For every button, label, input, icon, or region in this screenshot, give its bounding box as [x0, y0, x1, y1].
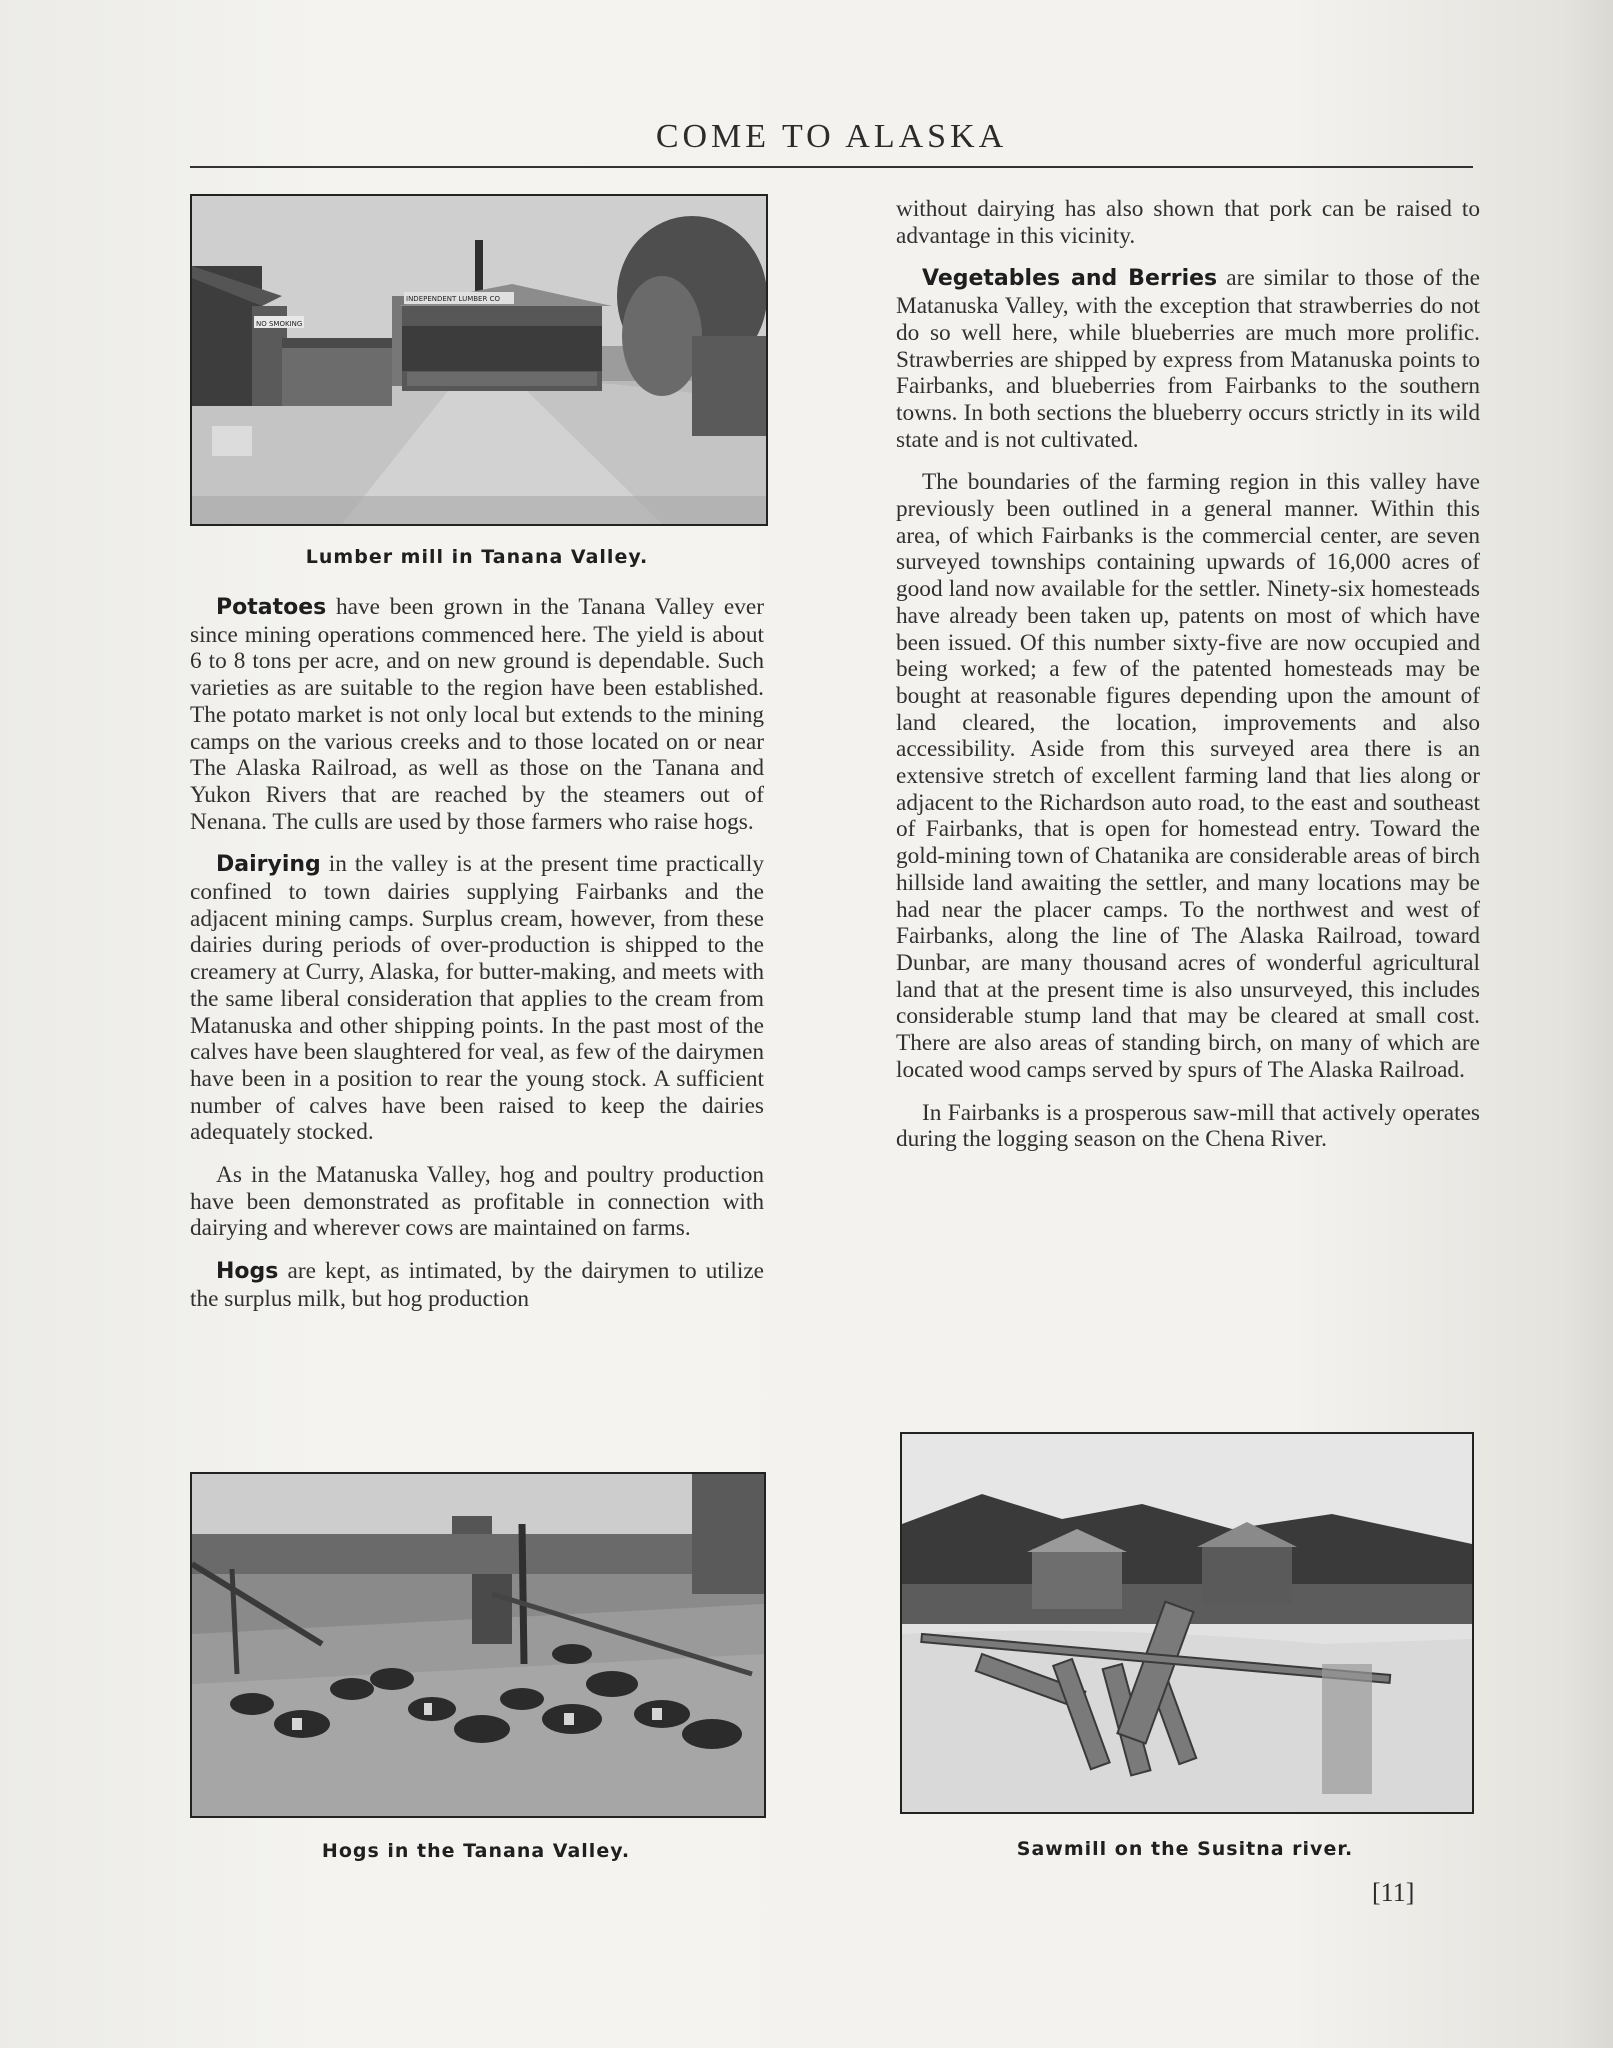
matanuska-paragraph: As in the Matanuska Valley, hog and poultry production have been demonstrated as profitable in connection with dairying and wherever cows are maintained on farms. [190, 1162, 764, 1242]
vegetables-paragraph [896, 265, 1480, 453]
page-number: [11] [1372, 1878, 1415, 1907]
hogs-paragraph [190, 1258, 764, 1312]
hogs-heading: Hogs [216, 1259, 279, 1285]
left-column-text [190, 594, 764, 1313]
potatoes-heading: Potatoes [216, 595, 327, 620]
dairying-paragraph [190, 851, 764, 1146]
header-rule [190, 166, 1473, 168]
sawmill-photo [900, 1432, 1474, 1814]
vegetables-heading: Vegetables and Berries [922, 266, 1218, 292]
lumber-company-sign: INDEPENDENT LUMBER CO [406, 295, 500, 303]
hogs-photo [190, 1472, 766, 1818]
lumber-mill-photo [190, 194, 768, 526]
hogs-caption: Hogs in the Tanana Valley. [321, 1840, 631, 1862]
vegetables-text: are similar to those of the Matanuska Valley, with the exception that strawberries do not do so well here, while blueberries are much more prolific. Strawberries are shipped by express from Matanuska points to Fairbanks, and blueberries from Fairbanks to the southern towns. In both sections the blueberry occurs strictly in its wild state and is not cultivated. [896, 265, 1480, 453]
fairbanks-paragraph: In Fairbanks is a prosperous saw-mill that actively operates during the logging season on the Chena River. [896, 1099, 1480, 1153]
boundaries-paragraph: The boundaries of the farming region in this valley have previously been outlined in a general manner. Within this area, of which Fairbanks is the commercial center, are seven surveyed townships containing upwards of 16,000 acres of good land now available for the settler. Ninety-six homesteads have already been taken up, patents on most of which have been issued. Of this number sixty-five are now occupied and being worked; a few of the patented homesteads may be bought at reasonable figures depending upon the amount of land cleared, the location, improvements and also accessibility. Aside from this surveyed area there is an extensive stretch of excellent farming land that lies along or adjacent to the Richardson auto road, to the east and southeast of Fairbanks, that is open for homestead entry. Toward the gold-mining town of Chatanika are considerable areas of birch hillside land awaiting the settler, and many locations may be had near the placer camps. To the northwest and west of Fairbanks, along the line of The Alaska Railroad, toward Dunbar, are many thousand acres of wonderful agricultural land that at the present time is also unsurveyed, this includes considerable stump land that may be cleared at small cost. There are also areas of standing birch, on many of which are located wood camps served by spurs of The Alaska Railroad. [896, 469, 1480, 1083]
dairying-text: in the valley is at the present time practically confined to town dairies supplying Fairbanks and the adjacent mining camps. Surplus cream, however, from these dairies during periods of over-production is shipped to the creamery at Curry, Alaska, for butter-making, and meets with the same liberal consideration that applies to the cream from Matanuska and other shipping points. In the past most of the calves have been slaughtered for veal, as few of the dairymen have been in a position to rear the young stock. A sufficient number of calves have been raised to keep the dairies adequately stocked. [190, 851, 765, 1146]
continuation-paragraph: without dairying has also shown that pork can be raised to advantage in this vicinity. [896, 196, 1480, 249]
lumber-mill-caption: Lumber mill in Tanana Valley. [305, 546, 649, 568]
potatoes-text: have been grown in the Tanana Valley ever since mining operations commenced here. The yield is about 6 to 8 tons per acre, and on new ground is dependable. Such varieties as are suitable to the region have been established. The potato market is not only local but extends to the mining camps on the various creeks and to those located on or near The Alaska Railroad, as well as those on the Tanana and Yukon Rivers that are reached by the steamers out of Nenana. The culls are used by those farmers who raise hogs. [190, 594, 764, 835]
right-column-text [896, 196, 1480, 1153]
potatoes-paragraph [190, 594, 764, 835]
no-smoking-sign: NO SMOKING [256, 320, 303, 328]
sawmill-caption: Sawmill on the Susitna river. [1016, 1838, 1354, 1860]
dairying-heading: Dairying [216, 852, 321, 878]
hogs-text: are kept, as intimated, by the dairymen to utilize the surplus milk, but hog production [190, 1258, 764, 1312]
running-header: COME TO ALASKA [655, 118, 1008, 155]
